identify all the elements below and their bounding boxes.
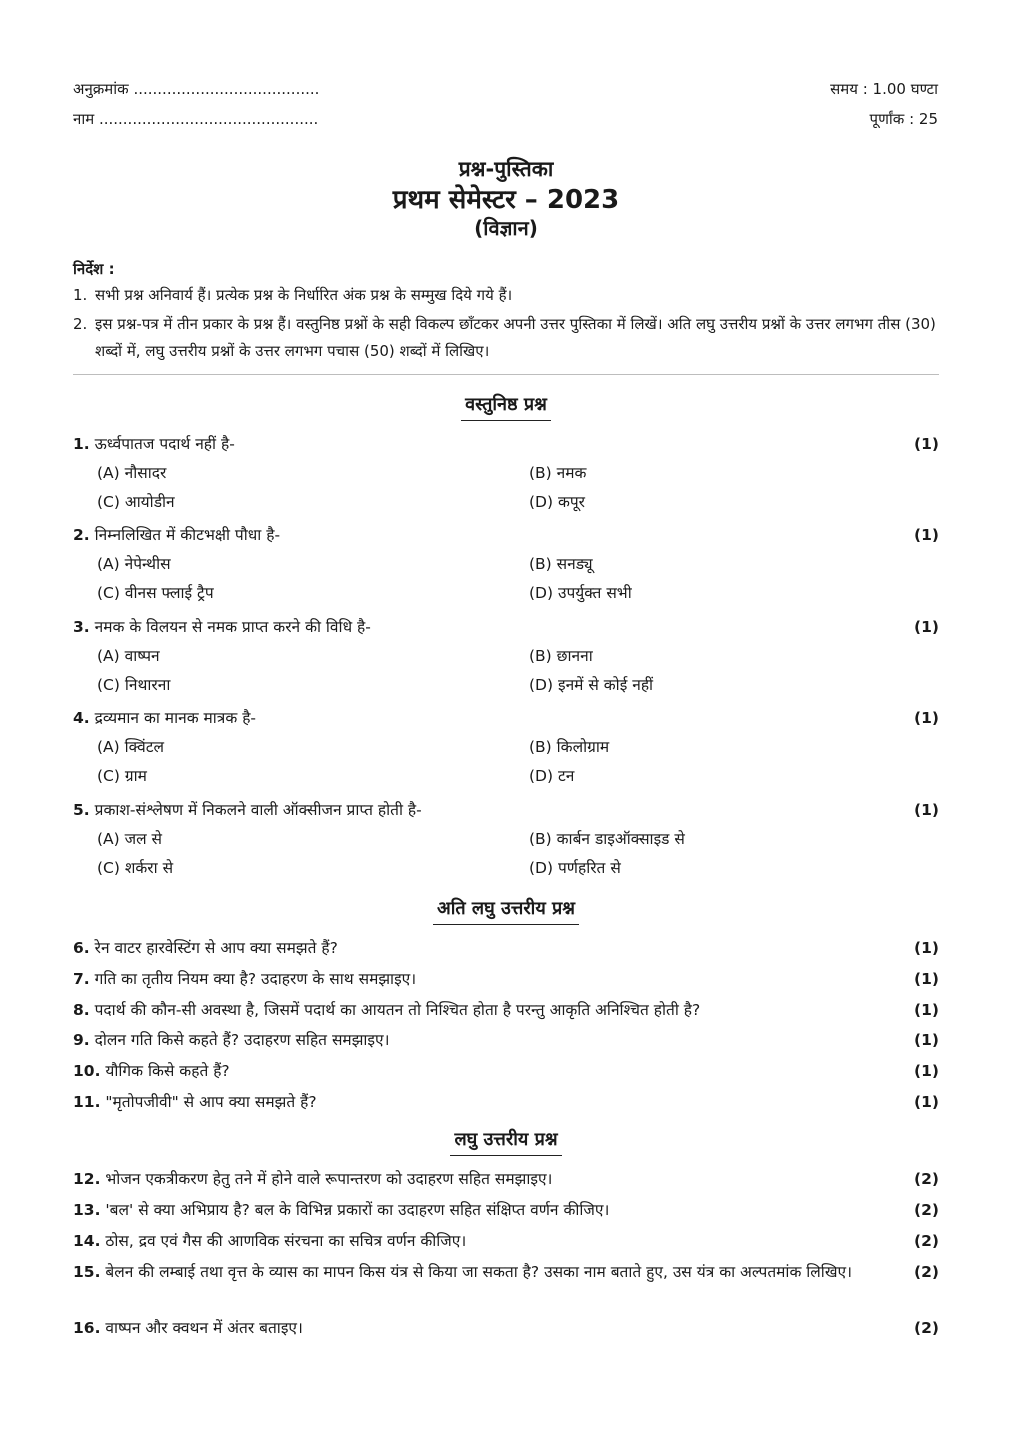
question-item [73,998,939,1022]
option-b: (B) छानना [529,647,593,665]
question-number: 2. [73,526,90,544]
question-number: 8. [73,1001,90,1019]
instructions-heading: निर्देश : [73,260,115,278]
question-number: 11. [73,1093,101,1111]
option-d: (D) इनमें से कोई नहीं [529,676,654,694]
question-item [73,615,939,639]
question-number: 3. [73,618,90,636]
section-title: अति लघु उत्तरीय प्रश्न [433,896,579,925]
question-number: 13. [73,1201,101,1219]
semester-title: प्रथम सेमेस्टर – 2023 [392,185,620,215]
question-item [73,798,939,822]
option-b: (B) कार्बन डाइऑक्साइड से [529,830,685,848]
question-marks: (1) [914,618,939,636]
option-d: (D) कपूर [529,493,586,511]
roll-number-label: अनुक्रमांक ....................................... [73,80,320,98]
booklet-title: प्रश्न-पुस्तिका [458,157,554,181]
time-label: समय : 1.00 घण्टा [830,80,938,98]
instruction-item [73,282,939,309]
question-text: बेलन की लम्बाई तथा वृत्त के व्यास का मापन किस यंत्र से किया जा सकता है? उसका नाम बताते हुए, उस यंत्र का अल्पतमांक लिखिए। [105,1263,852,1281]
instruction-number: 1. [73,286,88,304]
option-a: (A) क्विंटल [97,738,165,756]
question-number: 6. [73,939,90,957]
question-number: 16. [73,1319,101,1337]
question-text: भोजन एकत्रीकरण हेतु तने में होने वाले रूपान्तरण को उदाहरण सहित समझाइए। [105,1170,553,1188]
question-marks: (1) [914,939,939,957]
section-heading-objective [0,392,1012,421]
question-text: रेन वाटर हारवेस्टिंग से आप क्या समझते हैं? [94,939,338,957]
question-text: पदार्थ की कौन-सी अवस्था है, जिसमें पदार्थ का आयतन तो निश्चित होता है परन्तु आकृति अनिश्चित होती है? [94,1001,701,1019]
option-c: (C) आयोडीन [97,493,175,511]
question-item [73,523,939,547]
question-text: 'बल' से क्या अभिप्राय है? बल के विभिन्न प्रकारों का उदाहरण सहित संक्षिप्त वर्णन कीजिए। [105,1201,610,1219]
section-title: लघु उत्तरीय प्रश्न [450,1127,561,1156]
name-label: नाम .............................................. [73,110,319,128]
option-a: (A) नेपेन्थीस [97,555,171,573]
section-title: वस्तुनिष्ठ प्रश्न [461,392,551,421]
question-text: गति का तृतीय नियम क्या है? उदाहरण के साथ समझाइए। [94,970,417,988]
instruction-text: इस प्रश्न-पत्र में तीन प्रकार के प्रश्न हैं। वस्तुनिष्ठ प्रश्नों के सही विकल्प छाँटकर अपनी उत्तर पुस्तिका में लिखें। अति लघु उत्तरीय प्रश्नों के उत्तर लगभग तीस (30) शब्दों में, लघु उत्तरीय प्रश्नों के उत्तर लगभग पचास (50) शब्दों में लिखिए। [95,315,936,360]
question-text: दोलन गति किसे कहते हैं? उदाहरण सहित समझाइए। [94,1031,390,1049]
question-item [73,1059,939,1083]
question-text: प्रकाश-संश्लेषण में निकलने वाली ऑक्सीजन प्राप्त होती है- [94,801,422,819]
question-marks: (1) [914,526,939,544]
option-c: (C) शर्करा से [97,859,174,877]
question-number: 12. [73,1170,101,1188]
option-c: (C) निथारना [97,676,171,694]
question-item [73,1090,939,1114]
option-c: (C) ग्राम [97,767,147,785]
subject-title: (विज्ञान) [474,216,538,240]
question-marks: (1) [914,709,939,727]
section-heading-short [0,1127,1012,1156]
question-text: यौगिक किसे कहते हैं? [105,1062,230,1080]
question-marks: (2) [914,1201,939,1219]
option-a: (A) वाष्पन [97,647,160,665]
option-b: (B) सनड्यू [529,555,593,573]
question-marks: (2) [914,1263,939,1281]
question-text: नमक के विलयन से नमक प्राप्त करने की विधि है- [94,618,371,636]
question-number: 14. [73,1232,101,1250]
question-number: 10. [73,1062,101,1080]
question-item [73,1198,939,1222]
instruction-number: 2. [73,315,88,333]
divider [73,374,939,375]
question-marks: (1) [914,1062,939,1080]
question-text: "मृतोपजीवी" से आप क्या समझते हैं? [105,1093,317,1111]
question-marks: (1) [914,1093,939,1111]
question-marks: (2) [914,1232,939,1250]
question-item [73,967,939,991]
question-item [73,936,939,960]
question-text: ठोस, द्रव एवं गैस की आणविक संरचना का सचित्र वर्णन कीजिए। [105,1232,467,1250]
question-marks: (1) [914,1031,939,1049]
option-a: (A) नौसादर [97,464,167,482]
question-number: 4. [73,709,90,727]
option-b: (B) नमक [529,464,587,482]
question-number: 9. [73,1031,90,1049]
option-d: (D) टन [529,767,575,785]
question-marks: (1) [914,1001,939,1019]
total-marks-label: पूर्णांक : 25 [869,110,938,128]
section-heading-very-short [0,896,1012,925]
question-item [73,1229,939,1253]
instruction-text: सभी प्रश्न अनिवार्य हैं। प्रत्येक प्रश्न के निर्धारित अंक प्रश्न के सम्मुख दिये गये हैं। [95,286,513,304]
question-item [73,706,939,730]
question-number: 1. [73,435,90,453]
instruction-item [73,311,939,365]
option-d: (D) पर्णहरित से [529,859,621,877]
question-item [73,432,939,456]
question-item [73,1260,939,1284]
option-b: (B) किलोग्राम [529,738,610,756]
question-marks: (2) [914,1170,939,1188]
question-item [73,1028,939,1052]
question-item [73,1316,939,1340]
question-number: 15. [73,1263,101,1281]
question-text: वाष्पन और क्वथन में अंतर बताइए। [105,1319,303,1337]
question-marks: (1) [914,970,939,988]
question-text: निम्नलिखित में कीटभक्षी पौधा है- [94,526,281,544]
question-marks: (1) [914,435,939,453]
question-number: 7. [73,970,90,988]
option-d: (D) उपर्युक्त सभी [529,584,632,602]
question-marks: (1) [914,801,939,819]
option-c: (C) वीनस फ्लाई ट्रैप [97,584,214,602]
question-item [73,1167,939,1191]
question-marks: (2) [914,1319,939,1337]
question-text: द्रव्यमान का मानक मात्रक है- [94,709,257,727]
option-a: (A) जल से [97,830,163,848]
question-text: ऊर्ध्वपातज पदार्थ नहीं है- [94,435,235,453]
question-number: 5. [73,801,90,819]
